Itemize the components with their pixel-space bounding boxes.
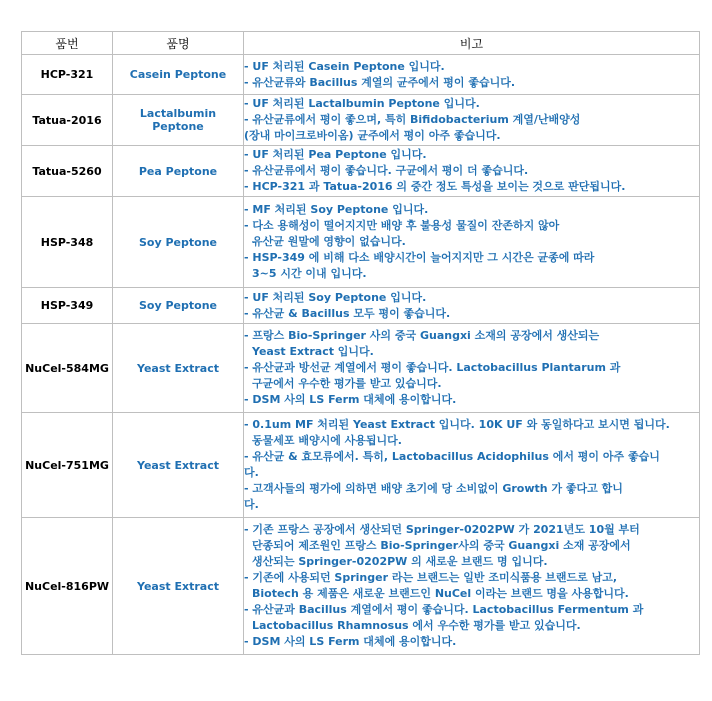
product-code: NuCel-584MG	[22, 324, 113, 413]
product-code: Tatua-2016	[22, 95, 113, 146]
product-code: NuCel-816PW	[22, 518, 113, 655]
product-note	[244, 146, 700, 197]
product-name: Soy Peptone	[113, 197, 244, 288]
product-name: Casein Peptone	[113, 55, 244, 95]
note-line: 구균에서 우수한 평가를 받고 있습니다.	[252, 377, 442, 390]
product-table	[21, 31, 700, 655]
product-name: Soy Peptone	[113, 288, 244, 324]
note-line: 다.	[244, 498, 259, 511]
note-line: - UF 처리된 Casein Peptone 입니다.	[244, 59, 445, 73]
note-line: 유산균 원말에 영향이 없습니다.	[252, 235, 406, 248]
table-row	[22, 146, 700, 197]
product-code: Tatua-5260	[22, 146, 113, 197]
note-line: - 유산균 & 효모류에서. 특히, Lactobacillus Acidophilus 에서 평이 아주 좋습니	[244, 450, 660, 463]
product-code: HSP-349	[22, 288, 113, 324]
note-line: 다.	[244, 466, 259, 479]
note-line: (장내 마이크로바이옴) 균주에서 평이 아주 좋습니다.	[244, 129, 501, 142]
note-line: - 기존에 사용되던 Springer 라는 브랜드는 일반 조미식품용 브랜드로 남고,	[244, 571, 618, 584]
note-line: - 유산균과 Bacillus 계열에서 평이 좋습니다. Lactobacillus Fermentum 과	[244, 603, 644, 616]
table-row	[22, 95, 700, 146]
table-row	[22, 288, 700, 324]
table-row	[22, 413, 700, 518]
note-line: - 0.1um MF 처리된 Yeast Extract 입니다. 10K UF 와 동일하다고 보시면 됩니다.	[244, 418, 670, 431]
product-code: NuCel-751MG	[22, 413, 113, 518]
header-code: 품번	[22, 32, 113, 55]
note-line: - 유산균류에서 평이 좋으며, 특히 Bifidobacterium 계열/난배양성	[244, 113, 581, 126]
product-note	[244, 413, 700, 518]
note-line: - HSP-349 에 비해 다소 배양시간이 늘어지지만 그 시간은 균종에 따라	[244, 251, 595, 264]
header-name: 품명	[113, 32, 244, 55]
table-row	[22, 518, 700, 655]
note-line: - UF 처리된 Pea Peptone 입니다.	[244, 148, 427, 161]
note-line: 단종되어 제조원인 프랑스 Bio-Springer사의 중국 Guangxi 소재 공장에서	[252, 539, 631, 552]
product-note	[244, 288, 700, 324]
product-note	[244, 197, 700, 288]
note-line: - 다소 용해성이 떨어지지만 배양 후 불용성 물질이 잔존하지 않아	[244, 219, 560, 232]
table-header-row	[22, 32, 700, 55]
product-name: Lactalbumin Peptone	[113, 95, 244, 146]
note-line: - DSM 사의 LS Ferm 대체에 용이합니다.	[244, 635, 457, 648]
table-body	[22, 55, 700, 655]
product-name: Yeast Extract	[113, 413, 244, 518]
product-code: HSP-348	[22, 197, 113, 288]
product-name: Yeast Extract	[113, 324, 244, 413]
note-line: Lactobacillus Rhamnosus 에서 우수한 평가를 받고 있습니다.	[252, 619, 581, 632]
table-row	[22, 197, 700, 288]
note-line: - 유산균류와 Bacillus 계열의 균주에서 평이 좋습니다.	[244, 75, 516, 89]
note-line: Yeast Extract 입니다.	[252, 345, 374, 358]
note-line: - UF 처리된 Lactalbumin Peptone 입니다.	[244, 97, 480, 110]
product-code: HCP-321	[22, 55, 113, 95]
note-line: - MF 처리된 Soy Peptone 입니다.	[244, 203, 429, 216]
product-name: Yeast Extract	[113, 518, 244, 655]
header-note: 비고	[244, 32, 700, 55]
product-note	[244, 324, 700, 413]
product-name: Pea Peptone	[113, 146, 244, 197]
note-line: 생산되는 Springer-0202PW 의 새로운 브랜드 명 입니다.	[252, 555, 548, 568]
note-line: - 프랑스 Bio-Springer 사의 중국 Guangxi 소재의 공장에서 생산되는	[244, 329, 600, 342]
product-note	[244, 518, 700, 655]
product-note	[244, 55, 700, 95]
note-line: - 유산균류에서 평이 좋습니다. 구균에서 평이 더 좋습니다.	[244, 164, 529, 177]
note-line: - 유산균 & Bacillus 모두 평이 좋습니다.	[244, 306, 451, 320]
note-line: - 기존 프랑스 공장에서 생산되던 Springer-0202PW 가 2021년도 10월 부터	[244, 523, 640, 536]
table-row	[22, 324, 700, 413]
note-line: - 고객사들의 평가에 의하면 배양 초기에 당 소비없이 Growth 가 좋다고 합니	[244, 482, 623, 495]
table-row	[22, 55, 700, 95]
note-line: - UF 처리된 Soy Peptone 입니다.	[244, 290, 427, 304]
note-line: - DSM 사의 LS Ferm 대체에 용이합니다.	[244, 393, 457, 406]
note-line: - 유산균과 방선균 계열에서 평이 좋습니다. Lactobacillus Plantarum 과	[244, 361, 621, 374]
note-line: 동물세포 배양시에 사용됩니다.	[252, 434, 402, 447]
note-line: 3~5 시간 이내 입니다.	[252, 267, 367, 280]
product-note	[244, 95, 700, 146]
note-line: Biotech 용 제품은 새로운 브랜드인 NuCel 이라는 브랜드 명을 사용합니다.	[252, 587, 629, 600]
note-line: - HCP-321 과 Tatua-2016 의 중간 정도 특성을 보이는 것으로 판단됩니다.	[244, 180, 626, 193]
